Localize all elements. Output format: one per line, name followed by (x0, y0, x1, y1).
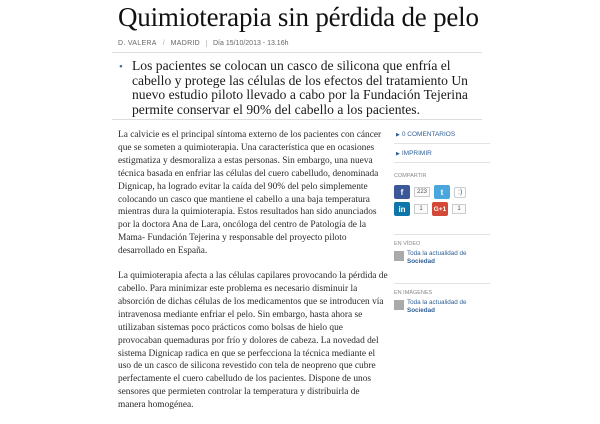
facebook-count: 223 (414, 187, 430, 197)
tuenti-icon[interactable]: :) (454, 187, 466, 198)
images-thumbnail[interactable] (394, 300, 404, 310)
video-caption: Toda la actualidad de (407, 250, 467, 257)
share-row-1 (394, 185, 490, 199)
publish-date: Día 15/10/2013 - 13.16h (206, 40, 289, 47)
images-text[interactable] (407, 299, 467, 314)
images-link[interactable] (394, 299, 490, 314)
images-heading: EN IMÁGENES (394, 290, 433, 296)
arrow-right-icon: ▶ (396, 132, 400, 138)
video-section (394, 234, 490, 265)
facebook-icon[interactable]: f (394, 185, 410, 199)
video-thumbnail[interactable] (394, 251, 404, 261)
linkedin-icon[interactable]: in (394, 202, 410, 216)
google-plus-button[interactable]: G+1 (432, 202, 448, 216)
video-section-name: Sociedad (407, 257, 435, 265)
article-lead: Los pacientes se colocan un casco de silicona que enfría el cabello y protege las células de los efectos del tratamiento Un nuevo estudio piloto llevado a cabo por la Fundación Tejerina permite conservar el 90% del cabello a los pacientes. (132, 58, 468, 117)
print-label: IMPRIMIR (401, 150, 432, 157)
google-plus-count: 1 (452, 204, 466, 214)
video-link[interactable] (394, 250, 490, 265)
lead-box (112, 52, 482, 120)
images-section-name: Sociedad (407, 306, 435, 314)
comments-link[interactable] (394, 125, 490, 144)
print-link[interactable] (394, 144, 490, 163)
body-paragraph: La quimioterapia afecta a las células capilares provocando la pérdida de cabello. Para minimizar este problema es necesario disminuir la absorción de dichas células de los medicamentos que se introducen vía intravenosa mediante enfriar el pelo. Sin embargo, hasta ahora se utilizaban sistemas poco prácticos como bolsas de hielo que provocaban quemaduras por frío y dolores de cabeza. La novedad del sistema Dignicap radica en que se perfecciona la técnica mediante el uso de un casco de silicona revestido con tela de neopreno que cubre perfectamente el cuero cabelludo de los pacientes. Dispone de unos sensores que permieten controlar la temperatura y distribuirla de manera homogénea. (118, 271, 388, 411)
video-heading: EN VÍDEO (394, 241, 421, 247)
byline (118, 40, 289, 47)
images-caption: Toda la actualidad de (407, 299, 467, 306)
bullet-icon: • (119, 61, 123, 73)
author[interactable]: D. VALERA (118, 40, 157, 47)
body-paragraph: La calvicie es el principal síntoma externo de los pacientes con cáncer que se someten a quimioterapia. Una característica que en ocasiones estigmatiza y desmoraliza a estas personas. Sin embargo, una nueva técnica basada en enfriar las células del cuero cabelludo, denominada Dignicap, ha logrado evitar la caída del 90% del pelo simplemente colocando un casco que mantiene el cabello a una baja temperatura mientras dura la quimioterapia. Estos resultados han sido anunciados por la doctora Ana de Lara, oncóloga del centro de Patología de la Mama- Fundación Tejerina y responsable del proyecto piloto desarrollado en España. (118, 130, 382, 257)
article-body (118, 129, 388, 424)
share-row-2 (394, 202, 490, 216)
linkedin-count: 1 (414, 204, 428, 214)
twitter-icon[interactable]: t (434, 185, 450, 199)
arrow-right-icon: ▶ (396, 151, 400, 157)
comments-label: 0 COMENTARIOS (401, 131, 456, 138)
share-heading: COMPARTIR (394, 173, 427, 179)
article-sidebar (394, 125, 490, 314)
byline-separator: / (162, 40, 165, 47)
images-section (394, 283, 490, 314)
video-text[interactable] (407, 250, 467, 265)
location: MADRID (170, 40, 201, 47)
article-title: Quimioterapia sin pérdida de pelo (118, 2, 479, 32)
